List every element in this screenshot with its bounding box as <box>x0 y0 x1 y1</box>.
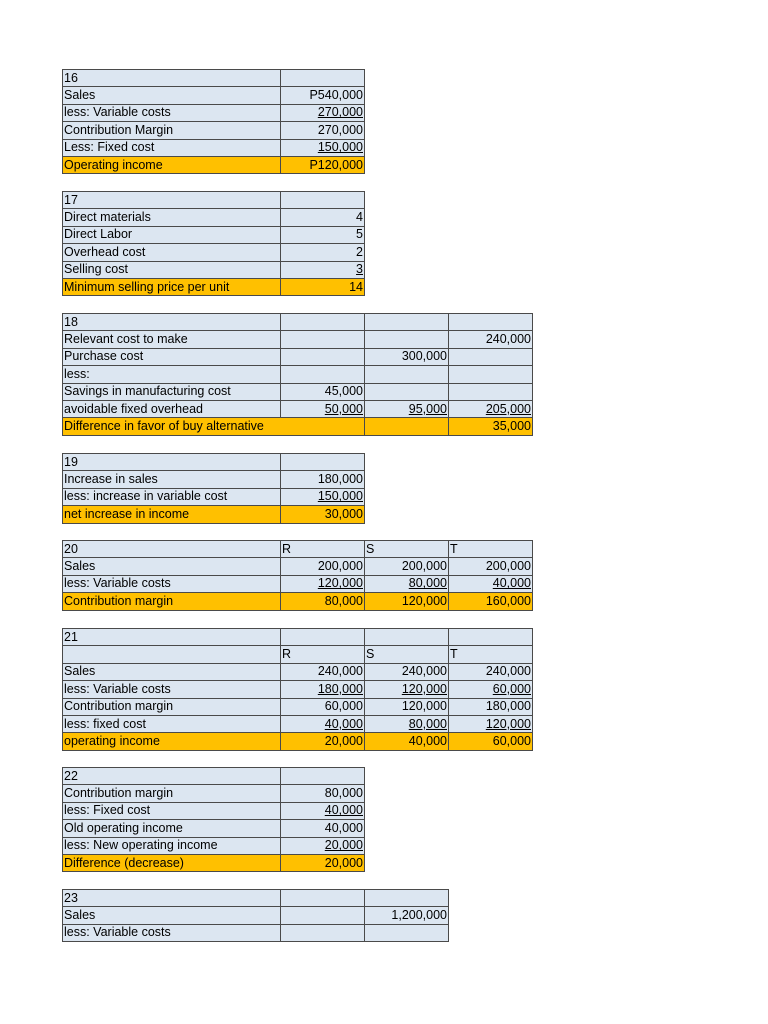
table-row <box>63 698 533 715</box>
cell[interactable] <box>449 681 533 698</box>
cell[interactable] <box>449 715 533 732</box>
table-row <box>63 366 533 383</box>
cell[interactable] <box>63 924 281 941</box>
table-row <box>63 314 533 331</box>
cell-value: P120,000 <box>309 157 363 172</box>
cell[interactable] <box>63 890 281 907</box>
cell-value: 300,000 <box>401 349 447 364</box>
cell-label: Direct Labor <box>64 227 133 242</box>
cell[interactable] <box>63 70 281 87</box>
cell[interactable] <box>365 715 449 732</box>
cell-value: 40,000 <box>324 716 363 731</box>
cell[interactable] <box>281 471 365 488</box>
cell-label: Relevant cost to make <box>64 332 188 347</box>
cell[interactable] <box>449 383 533 400</box>
cell[interactable] <box>63 715 281 732</box>
cell[interactable] <box>63 156 281 173</box>
cell[interactable] <box>281 681 365 698</box>
cell-label: Sales <box>64 559 96 574</box>
cell-value: 45,000 <box>324 384 363 399</box>
cell[interactable] <box>365 383 449 400</box>
cell-label: T <box>450 541 458 556</box>
cell[interactable] <box>449 593 533 610</box>
cell[interactable] <box>63 488 281 505</box>
table-block-21 <box>62 628 533 751</box>
table-row <box>63 454 365 471</box>
cell-label: less: New operating income <box>64 838 218 853</box>
cell[interactable] <box>281 837 365 854</box>
cell-value: 30,000 <box>324 506 363 521</box>
cell[interactable] <box>449 400 533 417</box>
cell-label: T <box>450 647 458 662</box>
cell-value: 240,000 <box>401 664 447 679</box>
cell-label: less: increase in variable cost <box>64 489 228 504</box>
cell-value: 180,000 <box>485 699 531 714</box>
cell[interactable] <box>63 244 281 261</box>
cell[interactable] <box>365 366 449 383</box>
cell-value: 50,000 <box>324 401 363 416</box>
cell-label: less: Fixed cost <box>64 803 151 818</box>
cell[interactable] <box>449 629 533 646</box>
cell-value: 5 <box>356 227 363 242</box>
cell-value: 35,000 <box>492 419 531 434</box>
table-row <box>63 663 533 680</box>
table-row <box>63 715 533 732</box>
table-row <box>63 348 533 365</box>
cell[interactable] <box>63 122 281 139</box>
table-row <box>63 541 533 558</box>
cell[interactable] <box>281 663 365 680</box>
table-row <box>63 558 533 575</box>
cell[interactable] <box>63 820 281 837</box>
cell-value: 180,000 <box>317 681 363 696</box>
cell[interactable] <box>63 209 281 226</box>
result-row <box>63 854 365 871</box>
cell[interactable] <box>63 785 281 802</box>
cell-value: 270,000 <box>317 122 363 137</box>
cell[interactable] <box>281 558 365 575</box>
result-row <box>63 418 533 435</box>
cell[interactable] <box>63 802 281 819</box>
table-row <box>63 400 533 417</box>
cell-label: 20 <box>64 541 78 556</box>
cell-value: 200,000 <box>317 559 363 574</box>
table-row <box>63 244 365 261</box>
cell[interactable] <box>63 646 281 663</box>
cell[interactable] <box>281 890 365 907</box>
cell[interactable] <box>281 87 365 104</box>
cell-value: 240,000 <box>485 664 531 679</box>
cell-label: Operating income <box>64 157 163 172</box>
cell[interactable] <box>449 698 533 715</box>
cell[interactable] <box>63 314 281 331</box>
cell[interactable] <box>63 87 281 104</box>
cell[interactable] <box>365 698 449 715</box>
table-block-22 <box>62 767 365 872</box>
table-row <box>63 837 365 854</box>
table-block-17 <box>62 191 365 296</box>
cell-value: 40,000 <box>408 734 447 749</box>
cell-value: 270,000 <box>317 105 363 120</box>
cell-label: net increase in income <box>64 506 190 521</box>
cell-label: 21 <box>64 629 78 644</box>
cell[interactable] <box>365 331 449 348</box>
cell[interactable] <box>63 278 281 295</box>
table-row <box>63 70 365 87</box>
cell-label: 16 <box>64 70 78 85</box>
cell-label: Sales <box>64 664 96 679</box>
cell[interactable] <box>63 593 281 610</box>
cell-label: Contribution margin <box>64 786 174 801</box>
cell-value: 150,000 <box>317 140 363 155</box>
result-row <box>63 733 533 750</box>
cell-label: 23 <box>64 890 78 905</box>
cell-value: 20,000 <box>324 838 363 853</box>
cell[interactable] <box>63 907 281 924</box>
cell[interactable] <box>63 471 281 488</box>
cell-value: 200,000 <box>401 559 447 574</box>
cell-value: 240,000 <box>485 332 531 347</box>
cell[interactable] <box>449 646 533 663</box>
cell-label: less: <box>64 366 90 381</box>
table-row <box>63 122 365 139</box>
cell[interactable] <box>63 139 281 156</box>
cell[interactable] <box>63 506 281 523</box>
table-row <box>63 104 365 121</box>
cell-value: 14 <box>349 279 363 294</box>
table-row <box>63 820 365 837</box>
table-row <box>63 139 365 156</box>
cell[interactable] <box>281 820 365 837</box>
table-block-18 <box>62 313 533 436</box>
cell[interactable] <box>281 924 365 941</box>
table-row <box>63 802 365 819</box>
cell[interactable] <box>63 558 281 575</box>
table-row <box>63 768 365 785</box>
cell[interactable] <box>281 192 365 209</box>
table-row <box>63 471 365 488</box>
cell-value: 205,000 <box>485 401 531 416</box>
cell-label: operating income <box>64 734 160 749</box>
cell-label: less: fixed cost <box>64 716 146 731</box>
cell-label: Old operating income <box>64 820 183 835</box>
cell-label: Sales <box>64 908 96 923</box>
cell[interactable] <box>63 104 281 121</box>
cell-value: 120,000 <box>485 716 531 731</box>
cell-value: 120,000 <box>401 593 447 608</box>
cell-label: Purchase cost <box>64 349 144 364</box>
cell-value: 160,000 <box>485 593 531 608</box>
table-row <box>63 209 365 226</box>
cell[interactable] <box>365 593 449 610</box>
cell[interactable] <box>281 575 365 592</box>
cell[interactable] <box>63 541 281 558</box>
cell[interactable] <box>63 454 281 471</box>
cell[interactable] <box>281 715 365 732</box>
cell-label: less: Variable costs <box>64 105 171 120</box>
cell[interactable] <box>281 541 365 558</box>
cell-label: less: Variable costs <box>64 576 171 591</box>
cell-value: 80,000 <box>324 786 363 801</box>
cell[interactable] <box>63 629 281 646</box>
cell-label: Contribution margin <box>64 593 174 608</box>
cell[interactable] <box>63 663 281 680</box>
cell[interactable] <box>281 506 365 523</box>
table-row <box>63 575 533 592</box>
cell-value: 120,000 <box>401 699 447 714</box>
cell[interactable] <box>449 558 533 575</box>
cell-label: Increase in sales <box>64 472 158 487</box>
table-row <box>63 785 365 802</box>
cell[interactable] <box>365 907 449 924</box>
cell[interactable] <box>281 209 365 226</box>
cell-value: 60,000 <box>492 681 531 696</box>
cell[interactable] <box>449 366 533 383</box>
result-row <box>63 593 533 610</box>
cell[interactable] <box>281 733 365 750</box>
cell[interactable] <box>449 348 533 365</box>
cell[interactable] <box>63 383 281 400</box>
cell[interactable] <box>281 331 365 348</box>
result-row <box>63 506 365 523</box>
cell[interactable] <box>365 314 449 331</box>
cell[interactable] <box>449 575 533 592</box>
cell-label: avoidable fixed overhead <box>64 401 203 416</box>
table-row <box>63 383 533 400</box>
cell[interactable] <box>281 454 365 471</box>
cell-label: Sales <box>64 88 96 103</box>
cell[interactable] <box>365 575 449 592</box>
cell-value: 180,000 <box>317 472 363 487</box>
cell[interactable] <box>281 629 365 646</box>
cell[interactable] <box>281 768 365 785</box>
cell-label: R <box>282 541 292 556</box>
cell-label: 22 <box>64 768 78 783</box>
cell-value: 60,000 <box>324 699 363 714</box>
cell-value: 2 <box>356 244 363 259</box>
table-row <box>63 890 449 907</box>
cell-label: Minimum selling price per unit <box>64 279 230 294</box>
cell-label: 18 <box>64 314 78 329</box>
table-row <box>63 924 449 941</box>
cell[interactable] <box>365 400 449 417</box>
table-block-19 <box>62 453 365 524</box>
cell[interactable] <box>449 663 533 680</box>
cell[interactable] <box>365 646 449 663</box>
result-row <box>63 278 365 295</box>
cell[interactable] <box>281 244 365 261</box>
cell[interactable] <box>63 192 281 209</box>
cell[interactable] <box>281 854 365 871</box>
cell-value: 80,000 <box>408 716 447 731</box>
cell[interactable] <box>365 924 449 941</box>
cell-value: 4 <box>356 210 363 225</box>
cell[interactable] <box>365 663 449 680</box>
cell-label: Contribution Margin <box>64 122 174 137</box>
cell[interactable] <box>63 854 281 871</box>
cell[interactable] <box>365 558 449 575</box>
cell[interactable] <box>365 629 449 646</box>
cell[interactable] <box>63 698 281 715</box>
cell-label: Overhead cost <box>64 244 146 259</box>
cell-label: Direct materials <box>64 210 151 225</box>
cell[interactable] <box>449 733 533 750</box>
cell[interactable] <box>281 785 365 802</box>
table-row <box>63 226 365 243</box>
cell[interactable] <box>365 681 449 698</box>
table-row <box>63 681 533 698</box>
cell-label: 17 <box>64 192 78 207</box>
cell[interactable] <box>281 226 365 243</box>
table-row <box>63 646 533 663</box>
cell[interactable] <box>63 837 281 854</box>
table-row <box>63 331 533 348</box>
cell[interactable] <box>281 907 365 924</box>
cell[interactable] <box>63 261 281 278</box>
cell-label: S <box>366 541 375 556</box>
table-row <box>63 907 449 924</box>
cell[interactable] <box>449 331 533 348</box>
cell-value: 20,000 <box>324 855 363 870</box>
cell[interactable] <box>63 768 281 785</box>
cell[interactable] <box>365 541 449 558</box>
cell[interactable] <box>449 314 533 331</box>
cell[interactable] <box>63 418 365 435</box>
cell-value: 40,000 <box>324 820 363 835</box>
cell[interactable] <box>449 541 533 558</box>
table-block-16 <box>62 69 365 174</box>
cell-value: 95,000 <box>408 401 447 416</box>
cell-value: 40,000 <box>324 803 363 818</box>
cell[interactable] <box>281 366 365 383</box>
cell-value: 120,000 <box>317 576 363 591</box>
cell[interactable] <box>281 383 365 400</box>
cell[interactable] <box>281 278 365 295</box>
cell-label: Difference in favor of buy alternative <box>64 419 264 434</box>
cell[interactable] <box>281 122 365 139</box>
cell[interactable] <box>365 418 449 435</box>
table-row <box>63 192 365 209</box>
cell[interactable] <box>63 733 281 750</box>
cell[interactable] <box>365 890 449 907</box>
cell[interactable] <box>449 418 533 435</box>
cell-value: 150,000 <box>317 489 363 504</box>
cell-value: P540,000 <box>309 88 363 103</box>
cell[interactable] <box>63 348 281 365</box>
cell-value: 20,000 <box>324 734 363 749</box>
cell[interactable] <box>281 488 365 505</box>
cell[interactable] <box>365 733 449 750</box>
cell[interactable] <box>63 226 281 243</box>
cell-value: 60,000 <box>492 734 531 749</box>
cell-label: Less: Fixed cost <box>64 140 155 155</box>
cell-value: 200,000 <box>485 559 531 574</box>
cell-value: 1,200,000 <box>391 908 447 923</box>
table-row <box>63 87 365 104</box>
cell[interactable] <box>281 348 365 365</box>
cell-value: 3 <box>356 262 363 277</box>
cell[interactable] <box>281 156 365 173</box>
result-row <box>63 156 365 173</box>
cell-label: Contribution margin <box>64 699 174 714</box>
cell-label: Difference (decrease) <box>64 855 184 870</box>
cell[interactable] <box>281 593 365 610</box>
cell[interactable] <box>63 366 281 383</box>
cell[interactable] <box>63 400 281 417</box>
cell-label: 19 <box>64 454 78 469</box>
cell-label: S <box>366 647 375 662</box>
cell-value: 80,000 <box>408 576 447 591</box>
cell[interactable] <box>63 331 281 348</box>
cell[interactable] <box>63 575 281 592</box>
cell[interactable] <box>281 104 365 121</box>
table-row <box>63 629 533 646</box>
cell[interactable] <box>281 261 365 278</box>
cell-label: R <box>282 647 292 662</box>
cell[interactable] <box>365 348 449 365</box>
cell[interactable] <box>281 314 365 331</box>
table-row <box>63 488 365 505</box>
cell[interactable] <box>281 698 365 715</box>
cell-value: 240,000 <box>317 664 363 679</box>
cell-value: 40,000 <box>492 576 531 591</box>
table-row <box>63 261 365 278</box>
cell-label: Selling cost <box>64 262 128 277</box>
cell[interactable] <box>281 802 365 819</box>
cell-label: less: Variable costs <box>64 681 171 696</box>
cell-value: 80,000 <box>324 593 363 608</box>
table-block-20 <box>62 540 533 611</box>
cell[interactable] <box>281 646 365 663</box>
cell-label: Savings in manufacturing cost <box>64 384 231 399</box>
cell-label: less: Variable costs <box>64 925 171 940</box>
cell[interactable] <box>281 139 365 156</box>
cell[interactable] <box>281 70 365 87</box>
table-block-23 <box>62 889 449 942</box>
cell-value: 120,000 <box>401 681 447 696</box>
cell[interactable] <box>281 400 365 417</box>
cell[interactable] <box>63 681 281 698</box>
